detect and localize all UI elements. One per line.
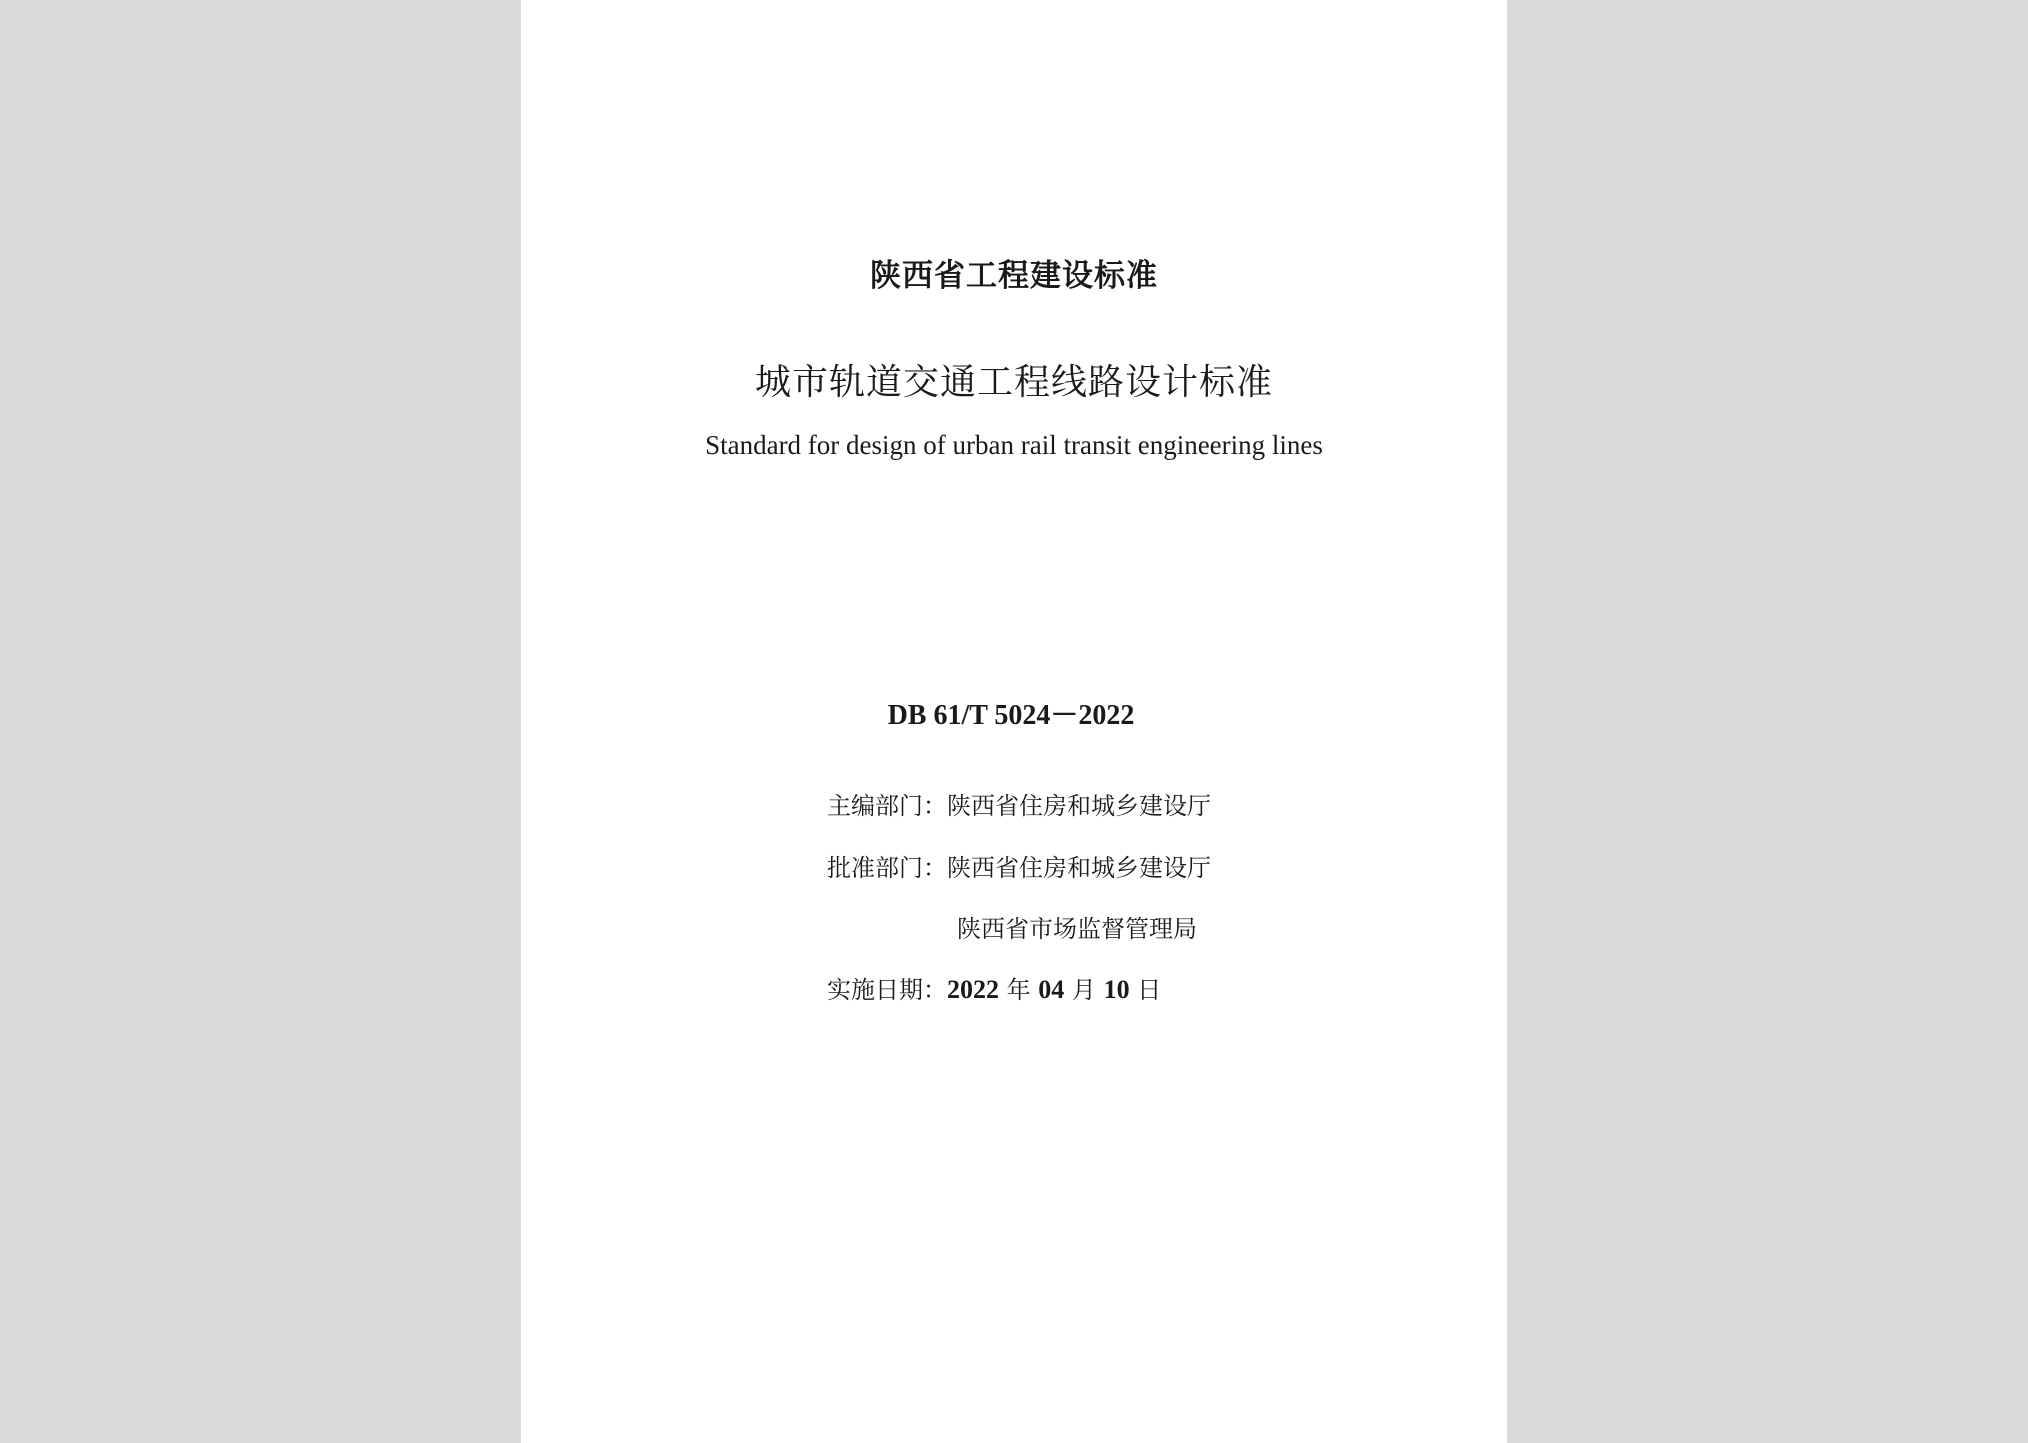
editor-row bbox=[827, 786, 1211, 821]
effective-month: 04 bbox=[1038, 975, 1065, 1004]
year-unit: 年 bbox=[1006, 976, 1031, 1004]
effective-year: 2022 bbox=[947, 975, 999, 1004]
effective-date-row bbox=[827, 970, 1161, 1005]
approver-value-1: 陕西省住房和城乡建设厅 bbox=[947, 854, 1211, 882]
effective-date-label: 实施日期： bbox=[827, 976, 947, 1004]
effective-day: 10 bbox=[1103, 975, 1130, 1004]
document-page bbox=[521, 0, 1507, 1443]
approver-value-2: 陕西省市场监督管理局 bbox=[957, 915, 1197, 943]
standard-code: DB 61/T 5024－2022 bbox=[887, 700, 1135, 731]
chinese-title: 城市轨道交通工程线路设计标准 bbox=[754, 362, 1273, 403]
day-unit: 日 bbox=[1137, 976, 1162, 1004]
series-title: 陕西省工程建设标准 bbox=[870, 258, 1158, 294]
editor-label: 主编部门： bbox=[827, 792, 947, 820]
english-title: Standard for design of urban rail transit engineering lines bbox=[705, 430, 1323, 460]
approver-label: 批准部门： bbox=[827, 854, 947, 882]
month-unit: 月 bbox=[1071, 976, 1096, 1004]
approver-row-2 bbox=[957, 909, 1197, 944]
editor-value: 陕西省住房和城乡建设厅 bbox=[947, 792, 1211, 820]
approver-row bbox=[827, 848, 1211, 883]
